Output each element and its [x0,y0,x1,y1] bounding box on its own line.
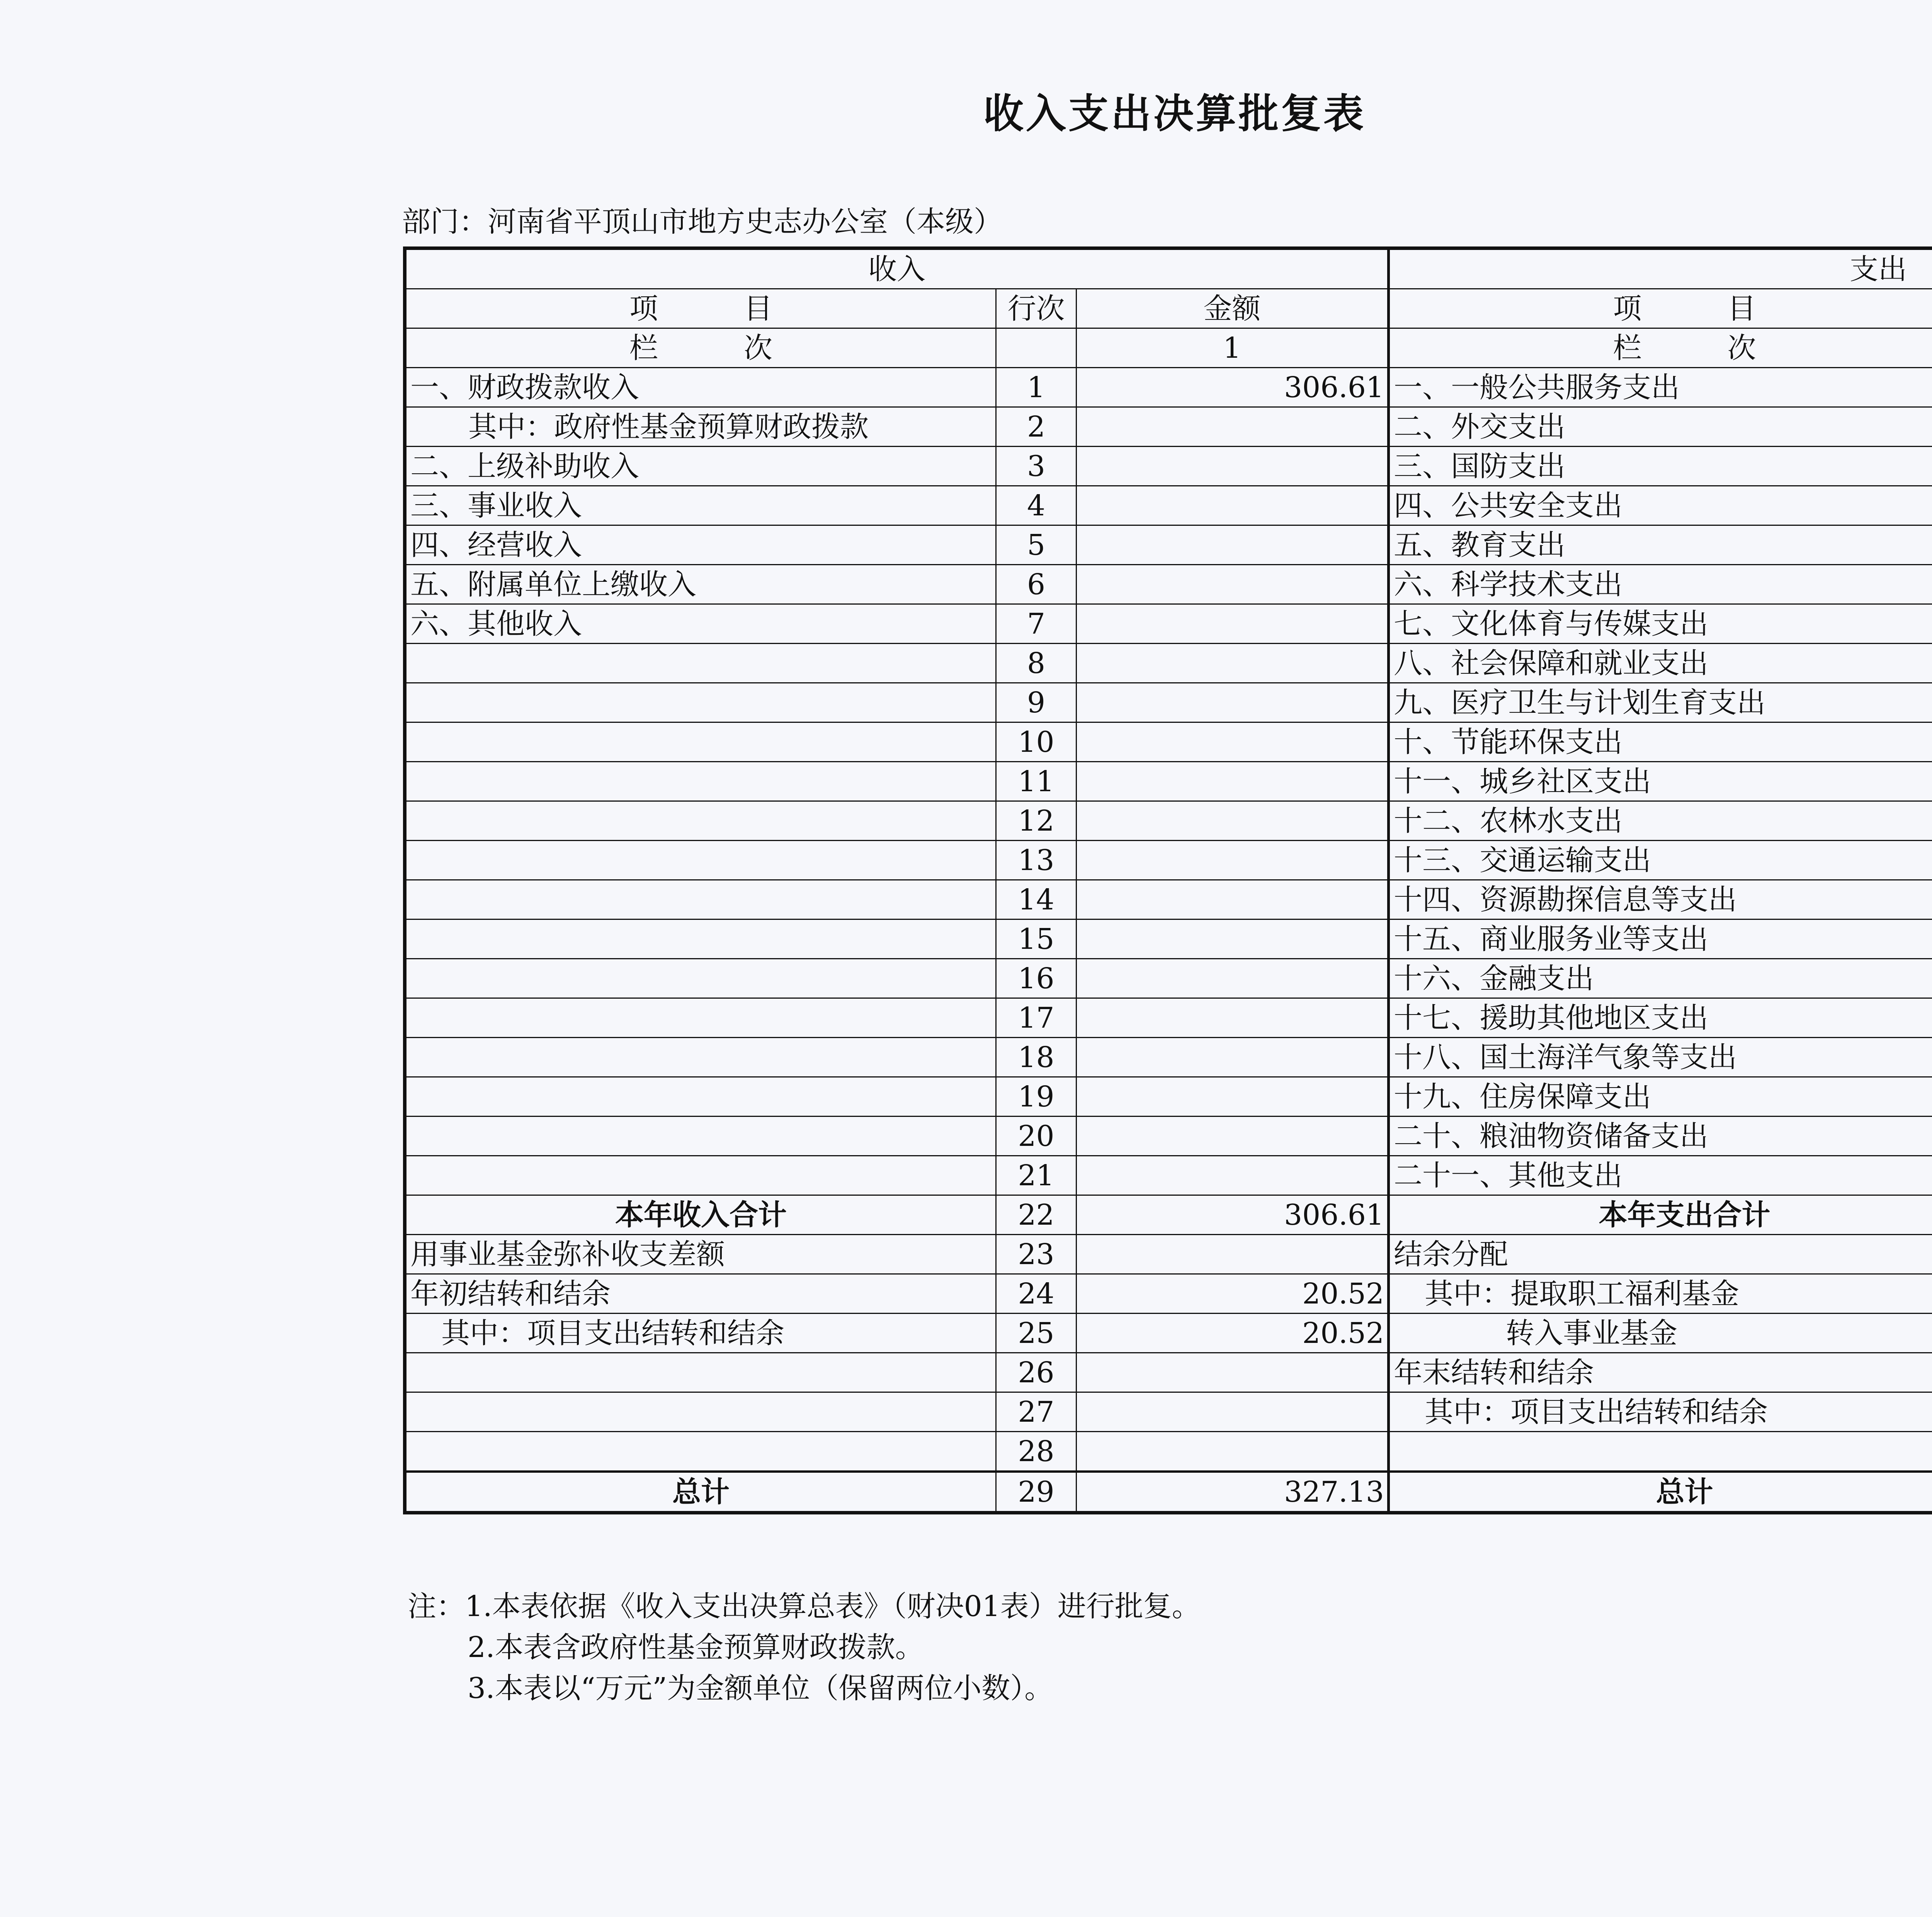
expense-item-cell: 八、社会保障和就业支出 [1389,644,1932,683]
table-row [405,1432,1932,1472]
income-column-line-blank [996,328,1077,368]
income-item-cell [405,722,996,762]
income-item-cell: 六、其他收入 [405,604,996,644]
table-row [405,525,1932,565]
table-row [405,762,1932,801]
income-line-cell: 18 [996,1038,1077,1077]
column-header-row [405,289,1932,328]
income-item-cell: 一、财政拨款收入 [405,368,996,407]
expense-item-cell [1389,1432,1932,1472]
income-line-cell: 20 [996,1117,1077,1156]
income-line-cell: 12 [996,801,1077,841]
income-line-cell: 2 [996,407,1077,447]
income-amount-cell [1077,880,1389,919]
income-amount-cell [1077,1117,1389,1156]
income-item-cell [405,1432,996,1472]
income-line-cell: 16 [996,959,1077,998]
income-item-cell [405,998,996,1038]
income-line-cell: 8 [996,644,1077,683]
table-row [405,801,1932,841]
income-amount-cell [1077,1038,1389,1077]
income-line-cell: 17 [996,998,1077,1038]
income-item-cell [405,1392,996,1432]
income-column-label: 栏 次 [405,328,996,368]
income-line-cell: 4 [996,486,1077,525]
income-line-cell: 13 [996,841,1077,880]
department-label: 部门：河南省平顶山市地方史志办公室（本级） [402,205,1002,238]
note-line: 3.本表以“万元”为金额单位（保留两位小数）。 [468,1672,1053,1705]
income-item-cell [405,1353,996,1392]
expense-item-cell: 十二、农林水支出 [1389,801,1932,841]
table-row [405,1077,1932,1117]
expense-item-cell: 十四、资源勘探信息等支出 [1389,880,1932,919]
income-line-cell: 19 [996,1077,1077,1117]
expense-item-cell: 七、文化体育与传媒支出 [1389,604,1932,644]
document-title: 收入支出决算批复表 [983,90,1366,137]
table-row [405,683,1932,722]
expense-item-cell: 五、教育支出 [1389,525,1932,565]
income-line-cell: 24 [996,1274,1077,1314]
income-item-cell [405,880,996,919]
expense-item-cell: 十五、商业服务业等支出 [1389,919,1932,959]
income-amount-cell [1077,1077,1389,1117]
income-amount-cell: 20.52 [1077,1274,1389,1314]
expense-section-header: 支出 [1389,248,1932,289]
income-line-cell: 21 [996,1156,1077,1195]
income-column-number: 1 [1077,328,1389,368]
table-row [405,486,1932,525]
table-row [405,880,1932,919]
expense-item-cell: 四、公共安全支出 [1389,486,1932,525]
income-item-cell: 二、上级补助收入 [405,447,996,486]
income-line-cell: 29 [996,1472,1077,1513]
income-line-cell: 9 [996,683,1077,722]
income-amount-cell [1077,1235,1389,1274]
income-line-header: 行次 [996,289,1077,328]
income-item-cell [405,1117,996,1156]
income-amount-cell: 327.13 [1077,1472,1389,1513]
income-amount-cell: 20.52 [1077,1314,1389,1353]
table-row [405,919,1932,959]
expense-column-label: 栏 次 [1389,328,1932,368]
income-line-cell: 3 [996,447,1077,486]
table-row [405,841,1932,880]
income-item-cell: 年初结转和结余 [405,1274,996,1314]
income-item-cell: 三、事业收入 [405,486,996,525]
expense-item-cell: 十七、援助其他地区支出 [1389,998,1932,1038]
expense-item-cell: 十三、交通运输支出 [1389,841,1932,880]
table-row [405,1274,1932,1314]
expense-item-cell: 其中：提取职工福利基金 [1389,1274,1932,1314]
table-row [405,604,1932,644]
column-number-row [405,328,1932,368]
table-row [405,1117,1932,1156]
table-row [405,644,1932,683]
table-row [405,447,1932,486]
income-line-cell: 1 [996,368,1077,407]
income-amount-cell [1077,959,1389,998]
income-amount-cell [1077,1156,1389,1195]
income-amount-cell [1077,604,1389,644]
income-section-header: 收入 [405,248,1389,289]
income-amount-cell [1077,722,1389,762]
income-amount-cell: 306.61 [1077,368,1389,407]
expense-item-cell: 二十、粮油物资储备支出 [1389,1117,1932,1156]
table-row [405,368,1932,407]
note-line: 注：1.本表依据《收入支出决算总表》（财决01表）进行批复。 [408,1590,1201,1623]
income-item-header: 项 目 [405,289,996,328]
income-item-cell [405,919,996,959]
table-row [405,1353,1932,1392]
income-item-cell [405,1077,996,1117]
table-notes [408,1586,1201,1709]
expense-item-cell: 十六、金融支出 [1389,959,1932,998]
expense-item-cell: 十一、城乡社区支出 [1389,762,1932,801]
income-item-cell: 用事业基金弥补收支差额 [405,1235,996,1274]
income-item-cell: 五、附属单位上缴收入 [405,565,996,604]
income-amount-cell [1077,1432,1389,1472]
table-row [405,1392,1932,1432]
income-amount-cell [1077,525,1389,565]
income-amount-cell [1077,447,1389,486]
income-line-cell: 7 [996,604,1077,644]
income-item-cell [405,1156,996,1195]
expense-item-cell: 总计 [1389,1472,1932,1513]
expense-item-cell: 三、国防支出 [1389,447,1932,486]
table-row [405,1038,1932,1077]
expense-item-cell: 二十一、其他支出 [1389,1156,1932,1195]
income-line-cell: 25 [996,1314,1077,1353]
income-line-cell: 11 [996,762,1077,801]
income-amount-cell [1077,644,1389,683]
income-amount-cell [1077,919,1389,959]
income-amount-cell [1077,998,1389,1038]
income-line-cell: 23 [996,1235,1077,1274]
income-amount-cell [1077,486,1389,525]
income-amount-cell [1077,841,1389,880]
expense-item-cell: 六、科学技术支出 [1389,565,1932,604]
table-row [405,959,1932,998]
income-item-cell: 四、经营收入 [405,525,996,565]
table-row [405,722,1932,762]
income-line-cell: 10 [996,722,1077,762]
table-row [405,1235,1932,1274]
table-row [405,1156,1932,1195]
section-header-row [405,248,1932,289]
expense-item-cell: 十九、住房保障支出 [1389,1077,1932,1117]
income-item-cell [405,644,996,683]
expense-item-cell: 九、医疗卫生与计划生育支出 [1389,683,1932,722]
income-item-cell [405,841,996,880]
expense-item-header: 项 目 [1389,289,1932,328]
expense-item-cell: 一、一般公共服务支出 [1389,368,1932,407]
income-item-cell: 本年收入合计 [405,1195,996,1235]
table-row [405,1472,1932,1513]
income-amount-cell [1077,407,1389,447]
income-amount-header: 金额 [1077,289,1389,328]
expense-item-cell: 结余分配 [1389,1235,1932,1274]
income-item-cell [405,762,996,801]
income-line-cell: 14 [996,880,1077,919]
table-row [405,1314,1932,1353]
expense-item-cell: 十八、国土海洋气象等支出 [1389,1038,1932,1077]
income-amount-cell: 306.61 [1077,1195,1389,1235]
table-row [405,1195,1932,1235]
income-line-cell: 5 [996,525,1077,565]
expense-item-cell: 十、节能环保支出 [1389,722,1932,762]
income-amount-cell [1077,801,1389,841]
expense-item-cell: 本年支出合计 [1389,1195,1932,1235]
income-line-cell: 28 [996,1432,1077,1472]
income-item-cell: 其中：项目支出结转和结余 [405,1314,996,1353]
income-item-cell [405,801,996,841]
income-item-cell: 总计 [405,1472,996,1513]
income-line-cell: 26 [996,1353,1077,1392]
income-line-cell: 27 [996,1392,1077,1432]
note-line: 2.本表含政府性基金预算财政拨款。 [468,1631,924,1664]
income-line-cell: 22 [996,1195,1077,1235]
income-expense-table [403,246,1932,1514]
table-row [405,407,1932,447]
income-amount-cell [1077,1353,1389,1392]
expense-item-cell: 转入事业基金 [1389,1314,1932,1353]
table-row [405,565,1932,604]
income-amount-cell [1077,565,1389,604]
income-line-cell: 15 [996,919,1077,959]
income-item-cell [405,959,996,998]
expense-item-cell: 其中：项目支出结转和结余 [1389,1392,1932,1432]
income-item-cell: 其中：政府性基金预算财政拨款 [405,407,996,447]
income-amount-cell [1077,683,1389,722]
expense-item-cell: 二、外交支出 [1389,407,1932,447]
income-line-cell: 6 [996,565,1077,604]
income-item-cell [405,1038,996,1077]
income-amount-cell [1077,762,1389,801]
income-amount-cell [1077,1392,1389,1432]
expense-item-cell: 年末结转和结余 [1389,1353,1932,1392]
income-item-cell [405,683,996,722]
table-row [405,998,1932,1038]
